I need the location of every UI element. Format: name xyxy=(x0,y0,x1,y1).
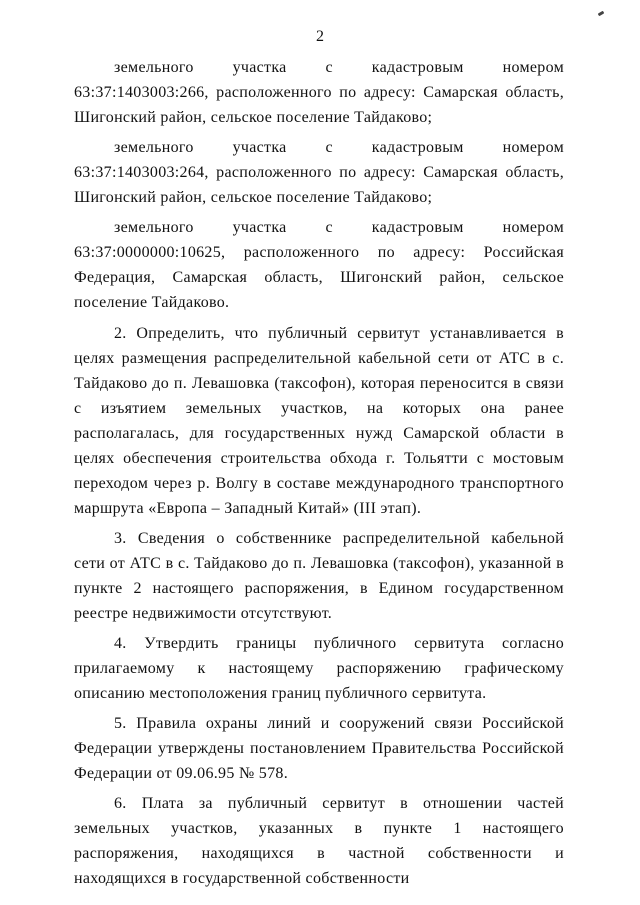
scan-artifact xyxy=(598,11,605,17)
paragraph-land-plot-264: земельного участка с кадастровым номером 63:37:1403003:264, расположенного по адресу: Самарская область, Шигонский район, сельское поселение Тайдаково; xyxy=(74,139,564,206)
paragraph-item-6-servitude-fee: 6. Плата за публичный сервитут в отношении частей земельных участков, указанных в пункте 1 настоящего распоряжения, находящихся в частной собственности и находящихся в государственной собственности xyxy=(74,795,564,887)
paragraph-land-plot-10625: земельного участка с кадастровым номером 63:37:0000000:10625, расположенного по адресу: Российская Федерация, Самарская область, Шигонский район, сельское поселение Тайдаково. xyxy=(74,219,564,311)
paragraph-land-plot-266: земельного участка с кадастровым номером 63:37:1403003:266, расположенного по адресу: Самарская область, Шигонский район, сельское поселение Тайдаково; xyxy=(74,59,564,126)
paragraph-item-5-protection-rules: 5. Правила охраны линий и сооружений связи Российской Федерации утверждены постановлением Правительства Российской Федерации от 09.06.95 № 578. xyxy=(74,715,564,782)
paragraph-item-2-servitude-purpose: 2. Определить, что публичный сервитут устанавливается в целях размещения распределительной кабельной сети от АТС в с. Тайдаково до п. Левашовка (таксофон), которая переносится в связи с изъятием земельных участков, на которых она ранее располагалась, для государственных нужд Самарской области в целях обеспечения строительства обхода г. Тольятти с мостовым переходом через р. Волгу в составе международного транспортного маршрута «Европа – Западный Китай» (III этап). xyxy=(74,325,564,517)
page-number: 2 xyxy=(316,28,324,45)
document-body xyxy=(74,55,564,896)
paragraph-item-4-boundaries: 4. Утвердить границы публичного сервитута согласно прилагаемому к настоящему распоряжению графическому описанию местоположения границ публичного сервитута. xyxy=(74,635,564,702)
paragraph-item-3-owner-info: 3. Сведения о собственнике распределительной кабельной сети от АТС в с. Тайдаково до п. Левашовка (таксофон), указанной в пункте 2 настоящего распоряжения, в Едином государственном реестре недвижимости отсутствуют. xyxy=(74,530,564,622)
